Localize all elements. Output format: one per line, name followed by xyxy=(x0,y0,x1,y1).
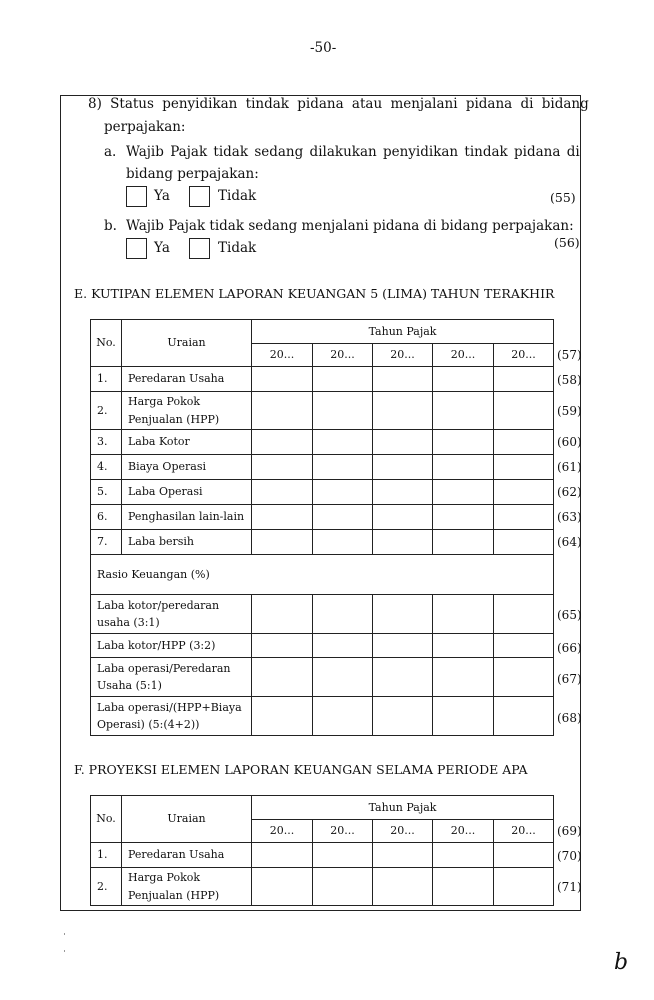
ref-61: (61) xyxy=(557,460,582,474)
section-e-title: E. KUTIPAN ELEMEN LAPORAN KEUANGAN 5 (LIMA) TAHUN TERAKHIR xyxy=(74,286,555,301)
value-cell[interactable] xyxy=(494,530,554,555)
ratio-label xyxy=(91,697,252,736)
value-cell[interactable] xyxy=(252,505,313,530)
table-row xyxy=(91,868,554,906)
ref-67: (67) xyxy=(557,672,582,686)
value-cell[interactable] xyxy=(494,367,554,392)
item-b-line1: Wajib Pajak tidak sedang menjalani pidana di bidang perpajakan: xyxy=(126,218,574,234)
ratio-label xyxy=(91,595,252,634)
value-cell[interactable] xyxy=(313,430,373,455)
table-row xyxy=(91,430,554,455)
row-no: 1. xyxy=(91,367,122,392)
value-cell[interactable] xyxy=(313,697,373,736)
item-a-line1: Wajib Pajak tidak sedang dilakukan penyidikan tindak pidana di xyxy=(126,144,580,160)
table-row xyxy=(91,697,554,736)
ref-56: (56) xyxy=(554,235,580,250)
value-cell[interactable] xyxy=(313,595,373,634)
table-row xyxy=(91,658,554,697)
table-row xyxy=(91,843,554,868)
value-cell[interactable] xyxy=(252,392,313,430)
value-cell[interactable] xyxy=(494,505,554,530)
row-no: 2. xyxy=(91,392,122,430)
value-cell[interactable] xyxy=(433,595,494,634)
table-e-year: 20... xyxy=(494,344,554,367)
table-e-col-uraian: Uraian xyxy=(122,320,252,367)
value-cell[interactable] xyxy=(313,455,373,480)
value-cell[interactable] xyxy=(494,595,554,634)
value-cell[interactable] xyxy=(373,658,433,697)
item-b-marker: b. xyxy=(104,218,117,234)
ref-62: (62) xyxy=(557,485,582,499)
label-a-ya: Ya xyxy=(154,188,170,204)
value-cell[interactable] xyxy=(313,658,373,697)
value-cell[interactable] xyxy=(433,868,494,906)
ref-65: (65) xyxy=(557,608,582,622)
value-cell[interactable] xyxy=(313,392,373,430)
value-cell[interactable] xyxy=(313,868,373,906)
row-no: 6. xyxy=(91,505,122,530)
value-cell[interactable] xyxy=(433,430,494,455)
row-no: 5. xyxy=(91,480,122,505)
ratio-label-line1: Laba operasi/(HPP+Biaya xyxy=(97,700,242,714)
row-label xyxy=(122,868,252,906)
checkbox-b-ya[interactable] xyxy=(126,238,147,259)
row-label-line1: Harga Pokok xyxy=(128,871,201,885)
value-cell[interactable] xyxy=(252,530,313,555)
value-cell[interactable] xyxy=(494,455,554,480)
value-cell[interactable] xyxy=(373,367,433,392)
ratio-heading-row xyxy=(91,555,554,595)
table-row xyxy=(91,634,554,658)
value-cell[interactable] xyxy=(433,367,494,392)
scan-speck xyxy=(64,933,65,935)
value-cell[interactable] xyxy=(373,843,433,868)
row-no: 4. xyxy=(91,455,122,480)
row-no: 3. xyxy=(91,430,122,455)
ratio-label-line2: usaha (3:1) xyxy=(97,616,160,629)
value-cell[interactable] xyxy=(313,843,373,868)
value-cell[interactable] xyxy=(433,697,494,736)
ref-58: (58) xyxy=(557,373,582,387)
value-cell[interactable] xyxy=(433,480,494,505)
ratio-label xyxy=(91,658,252,697)
table-e-year: 20... xyxy=(252,344,313,367)
value-cell[interactable] xyxy=(313,530,373,555)
value-cell[interactable] xyxy=(313,480,373,505)
row-no: 1. xyxy=(91,843,122,868)
value-cell[interactable] xyxy=(433,530,494,555)
table-f-year: 20... xyxy=(494,820,554,843)
scan-speck xyxy=(64,950,65,952)
table-row xyxy=(91,480,554,505)
value-cell[interactable] xyxy=(252,455,313,480)
table-row xyxy=(91,367,554,392)
ref-60: (60) xyxy=(557,435,582,449)
ref-69: (69) xyxy=(557,824,582,838)
value-cell[interactable] xyxy=(494,430,554,455)
table-f-year: 20... xyxy=(373,820,433,843)
value-cell[interactable] xyxy=(433,634,494,658)
value-cell[interactable] xyxy=(373,634,433,658)
row-label: Penghasilan lain-lain xyxy=(122,505,252,530)
item-a-marker: a. xyxy=(104,144,117,160)
value-cell[interactable] xyxy=(494,697,554,736)
table-f-year: 20... xyxy=(252,820,313,843)
ref-70: (70) xyxy=(557,849,582,863)
table-f-col-uraian: Uraian xyxy=(122,796,252,843)
table-e-year: 20... xyxy=(313,344,373,367)
row-label: Laba Kotor xyxy=(122,430,252,455)
value-cell[interactable] xyxy=(373,697,433,736)
row-no: 7. xyxy=(91,530,122,555)
section8-heading-line1: 8) Status penyidikan tindak pidana atau menjalani pidana di bidang xyxy=(88,96,589,112)
value-cell[interactable] xyxy=(433,843,494,868)
row-label-line2: Penjualan (HPP) xyxy=(128,888,220,902)
value-cell[interactable] xyxy=(373,530,433,555)
row-label: Laba Operasi xyxy=(122,480,252,505)
value-cell[interactable] xyxy=(313,505,373,530)
value-cell[interactable] xyxy=(494,392,554,430)
table-f-year: 20... xyxy=(433,820,494,843)
ratio-label: Laba kotor/HPP (3:2) xyxy=(91,634,252,658)
value-cell[interactable] xyxy=(373,455,433,480)
label-b-ya: Ya xyxy=(154,240,170,256)
table-row xyxy=(91,455,554,480)
value-cell[interactable] xyxy=(373,505,433,530)
label-b-tidak: Tidak xyxy=(218,240,257,256)
section8-heading-line2: perpajakan: xyxy=(104,119,186,135)
table-f xyxy=(90,795,554,906)
row-label: Peredaran Usaha xyxy=(122,367,252,392)
value-cell[interactable] xyxy=(433,658,494,697)
value-cell[interactable] xyxy=(252,634,313,658)
row-label: Peredaran Usaha xyxy=(122,843,252,868)
label-a-tidak: Tidak xyxy=(218,188,257,204)
value-cell[interactable] xyxy=(252,367,313,392)
value-cell[interactable] xyxy=(433,392,494,430)
table-e-col-tahun: Tahun Pajak xyxy=(252,320,554,344)
value-cell[interactable] xyxy=(252,595,313,634)
value-cell[interactable] xyxy=(494,658,554,697)
checkbox-a-ya[interactable] xyxy=(126,186,147,207)
ratio-label-line1: Laba operasi/Peredaran xyxy=(97,661,231,675)
value-cell[interactable] xyxy=(494,843,554,868)
ref-63: (63) xyxy=(557,510,582,524)
value-cell[interactable] xyxy=(494,634,554,658)
table-f-year: 20... xyxy=(313,820,373,843)
table-e-year: 20... xyxy=(433,344,494,367)
table-e-col-no: No. xyxy=(91,320,122,367)
row-label-line2: Penjualan (HPP) xyxy=(128,412,220,426)
page-number: -50- xyxy=(310,40,337,56)
table-row xyxy=(91,505,554,530)
ratio-heading: Rasio Keuangan (%) xyxy=(91,555,554,595)
section-f-title: F. PROYEKSI ELEMEN LAPORAN KEUANGAN SELAMA PERIODE APA xyxy=(74,762,528,777)
item-a-line2: bidang perpajakan: xyxy=(126,166,259,182)
row-label xyxy=(122,392,252,430)
handwritten-initial: b xyxy=(614,950,629,975)
value-cell[interactable] xyxy=(373,430,433,455)
checkbox-a-tidak[interactable] xyxy=(189,186,210,207)
table-row xyxy=(91,530,554,555)
ref-68: (68) xyxy=(557,711,582,725)
value-cell[interactable] xyxy=(433,455,494,480)
value-cell[interactable] xyxy=(433,505,494,530)
value-cell[interactable] xyxy=(373,868,433,906)
value-cell[interactable] xyxy=(252,868,313,906)
value-cell[interactable] xyxy=(252,480,313,505)
table-f-col-no: No. xyxy=(91,796,122,843)
value-cell[interactable] xyxy=(252,697,313,736)
ratio-label-line2: Operasi) (5:(4+2)) xyxy=(97,718,200,731)
value-cell[interactable] xyxy=(313,634,373,658)
table-row xyxy=(91,392,554,430)
value-cell[interactable] xyxy=(373,480,433,505)
value-cell[interactable] xyxy=(252,658,313,697)
table-e xyxy=(90,319,554,736)
value-cell[interactable] xyxy=(252,430,313,455)
ref-71: (71) xyxy=(557,880,582,894)
ref-59: (59) xyxy=(557,404,582,418)
row-label: Biaya Operasi xyxy=(122,455,252,480)
value-cell[interactable] xyxy=(313,367,373,392)
table-e-year: 20... xyxy=(373,344,433,367)
ref-57: (57) xyxy=(557,348,582,362)
table-row xyxy=(91,595,554,634)
table-f-col-tahun: Tahun Pajak xyxy=(252,796,554,820)
checkbox-b-tidak[interactable] xyxy=(189,238,210,259)
ref-66: (66) xyxy=(557,641,582,655)
row-no: 2. xyxy=(91,868,122,906)
ratio-label-line2: Usaha (5:1) xyxy=(97,679,162,692)
value-cell[interactable] xyxy=(373,595,433,634)
value-cell[interactable] xyxy=(494,868,554,906)
row-label-line1: Harga Pokok xyxy=(128,395,201,409)
value-cell[interactable] xyxy=(373,392,433,430)
value-cell[interactable] xyxy=(252,843,313,868)
row-label: Laba bersih xyxy=(122,530,252,555)
value-cell[interactable] xyxy=(494,480,554,505)
ratio-label-line1: Laba kotor/peredaran xyxy=(97,598,220,612)
ref-64: (64) xyxy=(557,535,582,549)
ref-55: (55) xyxy=(550,190,576,205)
